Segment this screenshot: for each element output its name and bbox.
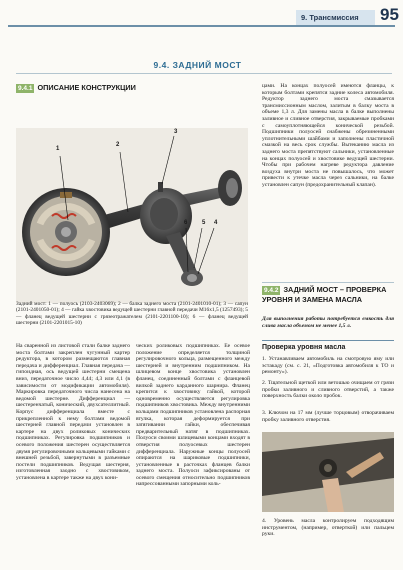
oil-level-check-photo: [262, 432, 394, 512]
subsection-title: ОПИСАНИЕ КОНСТРУКЦИИ: [37, 83, 136, 92]
subsection-heading-oil: [262, 285, 394, 304]
step-3: 3. Ключом на 17 мм (лучше торцовым) отворачиваем пробку заливного отверстия.: [262, 410, 394, 423]
callout-5: 5: [202, 220, 206, 226]
section-title: 9.4. ЗАДНИЙ МОСТ: [153, 60, 242, 70]
callout-2: 2: [116, 142, 120, 148]
callout-6: 6: [184, 220, 188, 226]
header-section-title: 9. Трансмиссия: [301, 13, 359, 22]
subsection-divider: [262, 282, 394, 283]
rear-axle-illustration: [16, 128, 248, 303]
prerequisites-note: Для выполнения работы потребуется емкость для слива масла объемом не менее 1,5 л.: [262, 316, 394, 329]
description-column-1: На сваренной из листовой стали балке заднего моста болтами закреплен чугунный картер редуктора, в котором размещаются главная передача и дифференциал. Главная передача — гипоидная, ось ведущей шестерни смещена вниз, передаточное число 4,44; 4,3 или 4,1 (в зависимости от модификации автомобиля). Маркировка передаточного числа нанесена на ведомой шестерне. Дифференциал — шестеренчатый, конический, двухсателлитный. Корпус дифференциала вместе с прикрепленной к нему болтами ведомой шестерней главной передачи установлен в картере на двух роликовых конических подшипниках. Регулировка подшипников и осевого положения шестерен осуществляется двумя регулировочными кольцевыми гайками с внешней резьбой, завернутыми в разъемные постели подшипников. Ведущая шестерня, изготовленная заодно с хвостовиком, установлена в картере также на двух кони-: [16, 343, 130, 481]
figure-caption: Задний мост: 1 — полуось (2103-2403069); 2 — балка заднего моста (2101-2401010-01); 3 — сапун (2101-2401050-01); 4 — гайка хвостовика ведущей шестерни главной передачи М16х1,5 (1257493); 5 — фланец ведущей шестерни с грязеотражателем (2101-2201100-10); 6 — фланец ведущей шестерни (2101-2201015-10): [16, 301, 248, 327]
check-divider: [262, 340, 394, 341]
description-column-2: ческих роликовых подшипниках. Ее осевое положение определяется толщиной регулировочного кольца, размещенного между шестерней и внутренним подшипником. На шлицевом конце хвостовика установлен фланец, соединенный болтами с фланцевой вилкой заднего карданного шарнира. Фланец крепится к хвостовику гайкой, которой одновременно осуществляется регулировка подшипников хвостовика. Между внутренними кольцами подшипников установлена распорная втулка, которая деформируется при затягивании гайки, обеспечивая предварительный натяг в подшипниках. Полуоси своими шлицевыми концами входят в отверстия полуосевых шестерен дифференциала. Наружные концы полуосей опираются на шариковые подшипники, установленные в расточках фланцев балки заднего моста. Полуоси зафиксированы от осевого смещения относительно подшипников напрессованными запорными коль-: [136, 343, 250, 488]
header-rule: [8, 25, 395, 27]
section-divider: [16, 73, 392, 74]
rear-axle-figure: [16, 128, 248, 303]
subsection-heading-description: [16, 83, 136, 93]
subsection-number-badge: 9.4.2: [264, 287, 279, 294]
page-number: 95: [380, 5, 399, 24]
subsection-title: ЗАДНИЙ МОСТ – ПРОВЕРКА УРОВНЯ И ЗАМЕНА МАСЛА: [262, 285, 387, 304]
description-column-3: цами. На концах полуосей имеются фланцы, к которым болтами крепятся задние колеса автомобиля. Редуктор заднего моста смазывается трансмиссионным маслом, залитым в балку моста в объеме 1,3 л. Для замены масла в балке выполнены заливное и сливное отверстия, закрываемые пробками с самоуплотняющейся конической резьбой. Подшипники полуосей снабжены обрезиненными уплотнительными шайбами и заполнены пластичной смазкой на весь срок службы. Вытеканию масла из заднего моста препятствуют сальники, установленные на концах полуосей и хвостовике ведущей шестерни. Чтобы при рабочем нагреве редуктора давление воздуха внутри моста не повышалось, что может привести к утечке масла через сальники, на балке установлен сапун (предохранительный клапан).: [262, 83, 394, 188]
callout-1: 1: [56, 146, 60, 152]
check-title: Проверка уровня масла: [262, 344, 346, 351]
step-2: 2. Тщательной щеткой или ветошью очищаем от грязи пробки заливного и сливного отверстий, а также поверхность балки около пробок.: [262, 380, 394, 400]
step-1: 1. Устанавливаем автомобиль на смотровую яму или эстакаду (см. с. 21, «Подготовка автомобиля к ТО и ремонту»).: [262, 356, 394, 376]
subsection-number-badge: 9.4.1: [18, 85, 33, 92]
callout-3: 3: [174, 129, 178, 135]
oil-level-photo-illustration: [262, 432, 394, 512]
step-4: 4. Уровень масла контролируем подходящим инструментом, (например, отверткой) или пальцем руки.: [262, 518, 394, 538]
callout-4: 4: [214, 220, 218, 226]
